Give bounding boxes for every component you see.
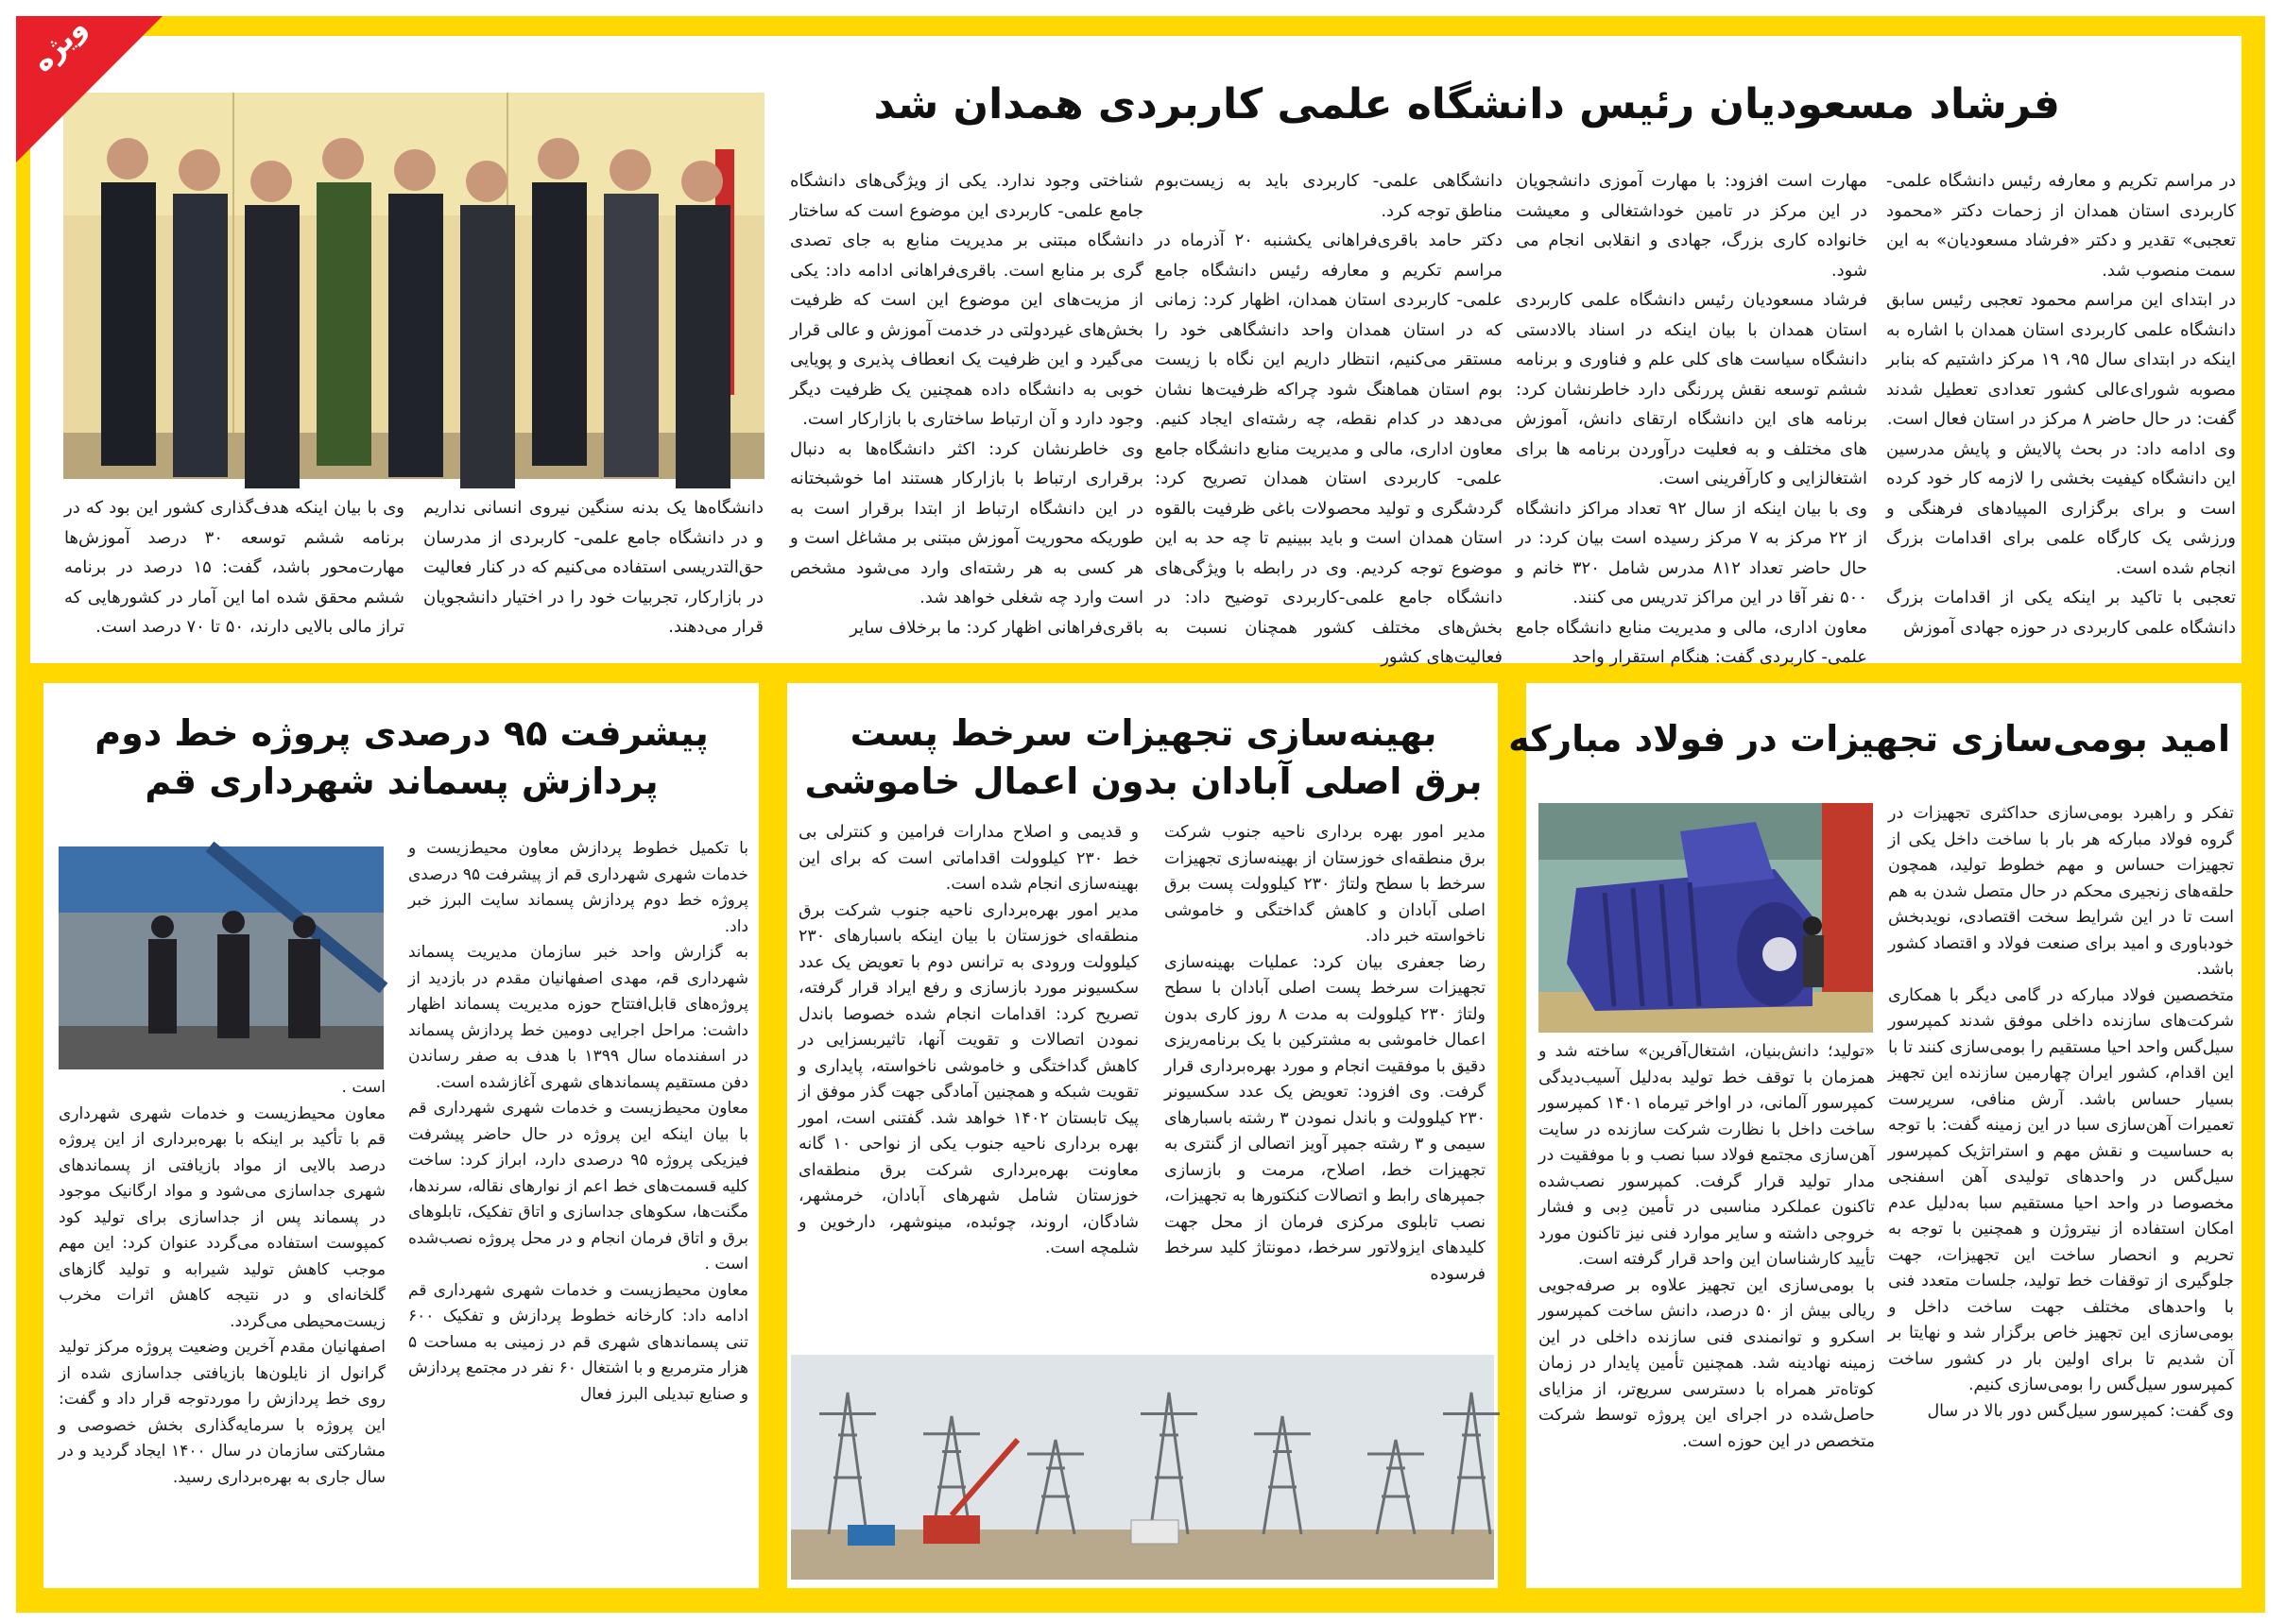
waste-article-headline-line-1: پیشرفت ۹۵ درصدی پروژه خط دوم [94, 712, 709, 754]
article-paragraph: دکتر حامد باقری‌فراهانی یکشنبه ۲۰ آذرماه در مراسم تکریم و معارفه رئیس دانشگاه جامع علمی- کاربردی استان همدان، اظهار کرد: زمانی که در استان همدان واحد دانشگاهی خود را مستقر می‌کنیم، انتظار داریم این نگاه با زیست بوم استان هماهنگ شود چراکه ظرفیت‌ها نشان می‌دهد در کدام نقطه، چه رشته‌ای ایجاد کنیم. معاون اداری، مالی و مدیریت منابع دانشگاه جامع علمی- کاربردی استان همدان تصریح کرد: گردشگری و تولید محصولات باغی ظرفیت بالقوه استان همدان است و باید ببینیم تا چه حد به این موضوع توجه کردیم. وی در رابطه با ویژگی‌های دانشگاه جامع علمی-کاربردی توضیح داد: در بخش‌های مختلف کشور همچنان نسبت به فعالیت‌های کشور [1155, 231, 1503, 667]
article-paragraph: اصفهانیان مقدم آخرین وضعیت پروژه مرکز تولید گرانول از نایلون‌ها بازیافتی جداسازی شده از روی خط پردازش را موردتوجه قرار داد و گفت: این پروژه با سرمایه‌گذاری بخش خصوصی و مشارکتی سازمان در سال ۱۴۰۰ ایجاد گردید و در سال جاری به بهره‌برداری رسید. [59, 1338, 386, 1487]
article-paragraph: باقری‌فراهانی اظهار کرد: ما برخلاف سایر [850, 617, 1143, 638]
person-head [322, 138, 364, 179]
top-article-column-6 [64, 493, 404, 644]
top-article-headline: فرشاد مسعودیان رئیس دانشگاه علمی کاربردی همدان شد [873, 80, 2060, 128]
article-paragraph: تفکر و راهبرد بومی‌سازی حداکثری تجهیزات در گروه فولاد مبارکه هر بار با ساخت داخل یکی از تجهیزات حساس و مهم خطوط تولید، همچون حلقه‌های زنجیری محکم در حال متصل شدن به هم است تا در این شرایط سخت اقتصادی، نویدبخش خودباوری و امید برای صنعت فولاد و اقتصاد کشور باشد. [1888, 804, 2234, 979]
power-article-column-1 [1164, 820, 1486, 1338]
article-paragraph: معاون محیط‌زیست و خدمات شهری شهرداری قم با تأکید بر اینکه با بهره‌برداری از این پروژه درصد بالایی از مواد بازیافتی از پسماندهای شهری جداسازی می‌شود و مواد ارگانیک موجود در پسماند پس از جداسازی برای تولید کود کمپوست استفاده می‌گردد عنوان کرد: این مهم موجب کاهش تولید شیرابه و تولید گازهای گلخانه‌ای و در نتیجه کاهش اثرات مخرب زیست‌محیطی می‌گردد. [59, 1103, 386, 1331]
steel-article-headline: امید بومی‌سازی تجهیزات در فولاد مبارکه [1508, 718, 2230, 760]
article-paragraph: رضا جعفری بیان کرد: عملیات بهینه‌سازی تجهیزات سرخط پست اصلی آبادان با سطح ولتاژ ۲۳۰ کیلوولت به مدت ۸ روز کاری بدون اعمال خاموشی به مشترکین با یک برنامه‌ریزی دقیق با موفقیت انجام و مورد بهره‌برداری قرار گرفت. وی افزود: تعویض یک عدد سکسیونر ۲۳۰ کیلوولت و باندل نمودن ۳ رشته باسبارهای سیمی و ۳ رشته جمپر آویز اتصالی از گنتری به تجهیزات خط، اصلاح، مرمت و بازسازی جمپرهای رابط و اتصالات کنکتورها به تجهیزات، نصب تابلوی مرکزی فرمان از محل جهت کلیدهای ایزولاتور سرخط، دمونتاژ کلید سرخط فرسوده [1164, 952, 1486, 1284]
article-paragraph: وی با بیان اینکه از سال ۹۲ تعداد مراکز دانشگاه از ۲۲ مرکز به ۷ مرکز رسیده است بیان کرد: در حال حاضر تعداد ۸۱۲ مدرس شامل ۳۲۰ خانم و ۵۰۰ نفر آقا در این مراکز تدریس می کنند. [1516, 498, 1868, 607]
waste-article-column-1 [408, 836, 748, 1578]
person-head [610, 149, 651, 191]
person-body [101, 182, 156, 466]
article-paragraph: مدیر امور بهره برداری ناحیه جنوب شرکت برق منطقه‌ای خوزستان از بهینه‌سازی تجهیزات سرخط با سطح ولتاژ ۲۳۰ کیلوولت پست برق اصلی آبادان و کاهش گداختگی و خاموشی ناخواسته خبر داد. [1164, 823, 1486, 946]
person-body [676, 205, 730, 488]
person-head [681, 161, 723, 202]
article-paragraph: وی خاطرنشان کرد: اکثر دانشگاه‌ها به دنبال برقراری ارتباط با بازارکار هستند اما خوشبختانه در این دانشگاه ارتباط از ابتدا برقرار است به طوریکه محوریت آموزش مبتنی بر مشاغل است و هر کسی به هر رشته‌ای وارد می‌شود مشخص است وارد چه شغلی خواهد شد. [790, 438, 1143, 607]
article-paragraph: با بومی‌سازی این تجهیز علاوه بر صرفه‌جویی ریالی بیش از ۵۰ درصد، دانش ساخت کمپرسور اسکرو و توانمندی فنی سازنده داخلی در این زمینه نهادینه شد. همچنین تأمین پایدار در زمان کوتاه‌تر همراه با دسترسی سریع‌تر، از مزایای حاصل‌شده در اجرای این پروژه توسط شرکت متخصص در این حوزه است. [1538, 1275, 1876, 1451]
article-paragraph: در ابتدای این مراسم محمود تعجبی رئیس سابق دانشگاه علمی کاربردی استان همدان با اشاره به اینکه در ابتدای سال ۹۵، ۱۹ مرکز داشتیم که بنابر مصوبه شورای‌عالی کشور تعدادی تعطیل شدند گفت: در حال حاضر ۸ مرکز در استان فعال است. [1886, 290, 2236, 429]
waste-article-photo-visit [59, 846, 384, 1069]
power-article-headline-line-1: بهینه‌سازی تجهیزات سرخط پست [850, 712, 1437, 754]
article-paragraph: وی گفت: کمپرسور سیل‌گس دور بالا در سال [1927, 1401, 2234, 1421]
steel-article-column-1 [1888, 801, 2234, 1578]
person-body [245, 205, 300, 488]
article-paragraph: است . [341, 1078, 386, 1097]
waste-article-headline-line-2: پردازش پسماند شهرداری قم [145, 761, 659, 802]
article-paragraph: در مراسم تکریم و معارفه رئیس دانشگاه علمی-کاربردی استان همدان از زحمات دکتر «محمود تعجبی» تقدیر و دکتر «فرشاد مسعودیان» به این سمت منصوب شد. [1886, 171, 2236, 281]
article-paragraph: معاون محیط‌زیست و خدمات شهری شهرداری قم با بیان اینکه این پروژه در حال حاضر پیشرفت فیزیکی پروژه ۹۵ درصدی دارد، ابراز کرد: ساخت کلیه قسمت‌های خط اعم از نوارهای نقاله، سرندها، مگنت‌ها، سکوهای جداسازی و اتاق تفکیک، تابلوهای برق و اتاق فرمان انجام و در محل پروژه نصب‌شده است . [408, 1099, 748, 1274]
article-paragraph: و قدیمی و اصلاح مدارات فرامین و کنترلی بی خط ۲۳۰ کیلوولت اقداماتی است که برای این بهینه‌سازی انجام شده است. [799, 823, 1139, 894]
steel-article-photo-compressor [1538, 803, 1873, 1033]
person-head [538, 138, 579, 179]
top-article-column-1 [1886, 166, 2236, 643]
person-body [317, 182, 371, 466]
article-paragraph: مدیر امور بهره‌برداری ناحیه جنوب شرکت برق منطقه‌ای خوزستان با بیان اینکه باسبارهای ۲۳۰ کیلوولت ورودی به ترانس دوم با تعویض یک عدد سکسیونر مورد بازسازی و رفع ایراد قرار گرفته، تصریح کرد: اقدامات انجام شده خصوصا باندل نمودن اتصالات و تقویت آنها، تاثیربسزایی در کاهش گداختگی و خاموشی ناخواسته، پایداری و تقویت شبکه و همچنین آمادگی جهت گذر موفق از پیک تابستان ۱۴۰۲ خواهد شد. گفتنی است، امور بهره برداری ناحیه جنوب یکی از نواحی ۱۰ گانه معاونت بهره‌برداری شرکت برق منطقه‌ای خوزستان شامل شهرهای آبادان، خرمشهر، شادگان، اروند، چوئبده، مینوشهر، دارخوین و شلمچه است. [799, 900, 1140, 1257]
top-article-column-3 [1155, 166, 1503, 667]
top-article-column-4 [790, 166, 1143, 643]
article-paragraph: دانشگاه‌ها یک بدنه سنگین نیروی انسانی نداریم و در دانشگاه جامع علمی- کاربردی از مدرسان حق‌التدریسی استفاده می‌کنیم که در کنار فعالیت در بازارکار، تجربیات خود را در اختیار دانشجویان قرار می‌دهند. [423, 498, 764, 637]
person-head [179, 149, 220, 191]
person-head [250, 161, 292, 202]
person-body [604, 194, 659, 477]
person-head [394, 149, 436, 191]
steel-article-column-2 [1538, 1039, 1875, 1578]
article-paragraph: شناختی وجود ندارد. یکی از ویژگی‌های دانشگاه جامع علمی- کاربردی این موضوع است که ساختار دانشگاه مبتنی بر مدیریت منابع به جای تصدی گری بر منابع است. باقری‌فراهانی ادامه داد: یکی از مزیت‌های این موضوع این است که ظرفیت بخش‌های غیردولتی در خدمت آموزش و عالی قرار می‌گیرد و این ظرفیت یک انعطاف پذیری و پویایی خوبی به دانشگاه داده همچنین یک ظرفیت دیگر وجود دارد و آن ارتباط ساختاری با بازارکار است. [790, 171, 1143, 429]
article-paragraph: به گزارش واحد خبر سازمان مدیریت پسماند شهرداری قم، مهدی اصفهانیان مقدم در بازدید از پروژه‌های قابل‌افتتاح حوزه مدیریت پسماند اظهار داشت: مراحل اجرایی دومین خط پردازش پسماند در اسفندماه سال ۱۳۹۹ با هدف به صفر رساندن دفن مستقیم پسماندهای شهری آغازشده است. [408, 943, 748, 1092]
person-body [388, 194, 443, 477]
article-paragraph: معاون محیط‌زیست و خدمات شهری شهرداری قم ادامه داد: کارخانه خطوط پردازش و تفکیک ۶۰۰ تنی پسماندهای شهری قم در زمینی به مساحت ۵ هزار مترمربع و با اشتغال ۶۰ نفر در مجتمع پردازش و صنایع تبدیلی البرز فعال [408, 1280, 748, 1404]
article-paragraph: فرشاد مسعودیان رئیس دانشگاه علمی کاربردی استان همدان با بیان اینکه در اسناد بالادستی دانشگاه سیاست های کلی علم و فناوری و برنامه ششم توسعه نقش پررنگی دارد خاطرنشان کرد: برنامه های این دانشگاه ارتقای دانش، آموزش های مختلف و به فعلیت درآوردن برنامه ها برای اشتغالزایی و کارآفرینی است. [1516, 290, 1867, 488]
power-article-photo-substation [791, 1355, 1494, 1580]
power-article-column-2 [799, 820, 1139, 1338]
person-body [532, 182, 587, 466]
article-paragraph: تعجبی با تاکید بر اینکه یکی از اقدامات بزرگ دانشگاه علمی کاربردی در حوزه جهادی آموزش [1886, 588, 2236, 638]
special-ribbon-label: ویژه [26, 10, 94, 79]
article-paragraph: وی با بیان اینکه هدف‌گذاری کشور این بود که در برنامه ششم توسعه ۳۰ درصد آموزش‌ها مهارت‌محور باشد، گفت: ۱۵ درصد در برنامه ششم محقق شده اما این آمار در کشورهایی که تراز مالی بالایی دارند، ۵۰ تا ۷۰ درصد است. [64, 498, 404, 637]
top-article-photo [63, 93, 765, 479]
article-paragraph: معاون اداری، مالی و مدیریت منابع دانشگاه جامع علمی- کاربردی گفت: هنگام استقرار واحد [1516, 617, 1867, 667]
article-paragraph: وی ادامه داد: در بحث پالایش و پایش مدرسین این دانشگاه کیفیت بخشی را لازمه کار خود کرده است و برای برگزاری المپیادهای فرهنگی و ورزشی یک کارگاه علمی برای اقدامات بزرگ انجام شده است. [1886, 438, 2236, 578]
article-paragraph: با تکمیل خطوط پردازش معاون محیط‌زیست و خدمات شهری شهرداری قم از پیشرفت ۹۵ درصدی پروژه خط دوم پردازش پسماند سایت البرز خبر داد. [408, 839, 748, 936]
article-paragraph: متخصصین فولاد مبارکه در گامی دیگر با همکاری شرکت‌های سازنده داخلی موفق شدند کمپرسور سیل‌گس واحد احیا مستقیم را بومی‌سازی کنند تا با این اقدام، کشور ایران چهارمین سازنده این تجهیز بسیار حساس باشد. آرش منافی، سرپرست تعمیرات آهن‌سازی سبا در این زمینه گفت: با توجه به حساسیت و نقش مهم و استراتژیک کمپرسور سیل‌گس در واحدهای تولیدی آهن اسفنجی مخصوصا در واحد احیا مستقیم سبا به‌دلیل عدم امکان استفاده از نیتروژن و همچنین با توجه به تحریم و انحصار ساخت این تجهیزات، جهت جلوگیری از توقفات خط تولید، جلسات متعدد فنی با واحدهای مختلف جهت ساخت داخل و بومی‌سازی این تجهیز خاص برگزار شد و نهایتا بر آن شدیم تا برای اولین بار در کشور ساخت کمپرسور سیل‌گس را بومی‌سازی کنیم. [1888, 985, 2234, 1394]
power-article-headline-line-2: برق اصلی آبادان بدون اعمال خاموشی [804, 761, 1483, 802]
top-article-column-5 [423, 493, 764, 644]
article-paragraph: دانشگاهی علمی- کاربردی باید به زیست‌بوم مناطق توجه کرد. [1155, 171, 1503, 221]
person-body [173, 194, 228, 477]
person-body [460, 205, 515, 488]
article-paragraph: مهارت است افزود: با مهارت آموزی دانشجویان در این مرکز در تامین خوداشتغالی و معیشت خانواده کاری بزرگ، جهادی و انقلابی انجام می شود. [1516, 171, 1867, 281]
waste-article-column-2 [59, 1075, 386, 1578]
person-head [466, 161, 507, 202]
article-paragraph: «تولید؛ دانش‌بنیان، اشتغال‌آفرین» ساخته شد و همزمان با توقف خط تولید به‌دلیل آسیب‌دیدگی کمپرسور آلمانی، در اواخر تیرماه ۱۴۰۱ کمپرسور ساخت داخل با نظارت شرکت سازنده در سایت آهن‌سازی مجتمع فولاد سبا نصب و با موفقیت در مدار تولید قرار گرفت. کمپرسور نصب‌شده تاکنون عملکرد مناسبی در تأمین دِبی و فشار خروجی داشته و سایر موارد فنی نیز تاکنون مورد تأیید کارشناسان این واحد قرار گرفته است. [1538, 1042, 1875, 1269]
top-article-column-2 [1516, 166, 1868, 667]
